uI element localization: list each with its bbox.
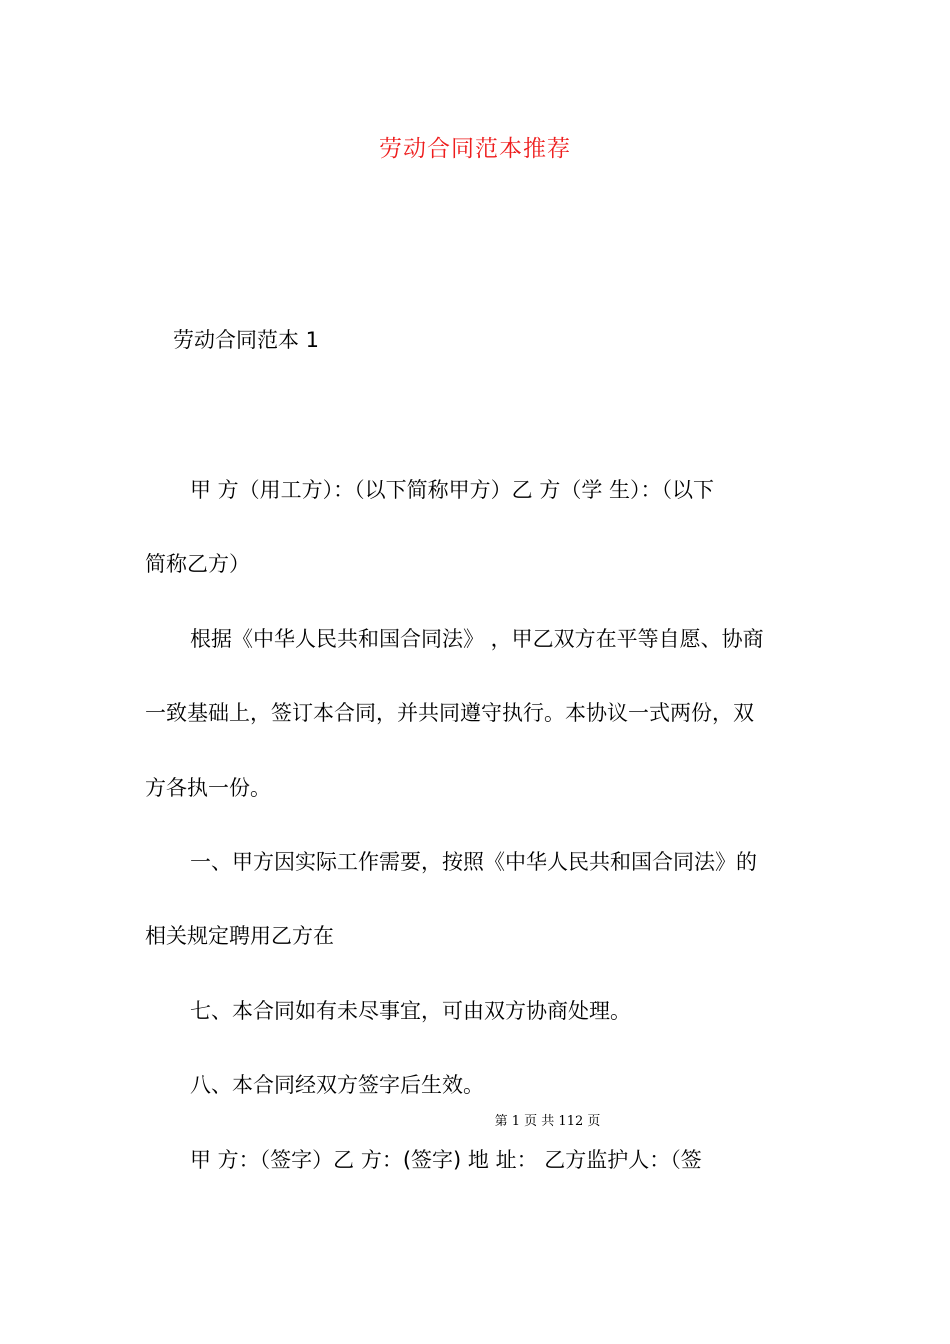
item-1-line-2: 相关规定聘用乙方在	[145, 924, 334, 948]
basis-line-2: 一致基础上，签订本合同，并共同遵守执行。本协议一式两份，双	[145, 701, 754, 725]
item-7-line: 七、本合同如有未尽事宜，可由双方协商处理。	[190, 999, 631, 1023]
parties-line-1: 甲 方（用工方）：（以下简称甲方）乙 方（学 生）：（以下	[190, 478, 715, 502]
page-number: 第 1 页 共 112 页	[494, 1114, 601, 1129]
item-8-line: 八、本合同经双方签字后生效。	[190, 1073, 484, 1097]
signature-line: 甲 方：（签字）乙 方：(签字) 地 址： 乙方监护人：（签	[190, 1148, 702, 1172]
basis-line-1: 根据《中华人民共和国合同法》 ，甲乙双方在平等自愿、协商	[190, 627, 764, 651]
section-heading: 劳动合同范本 1	[173, 328, 320, 352]
document-title: 劳动合同范本推荐	[379, 136, 571, 162]
parties-line-2: 简称乙方）	[145, 552, 250, 576]
basis-line-3: 方各执一份。	[145, 776, 271, 800]
item-1-line-1: 一、甲方因实际工作需要，按照《中华人民共和国合同法》的	[190, 850, 757, 874]
